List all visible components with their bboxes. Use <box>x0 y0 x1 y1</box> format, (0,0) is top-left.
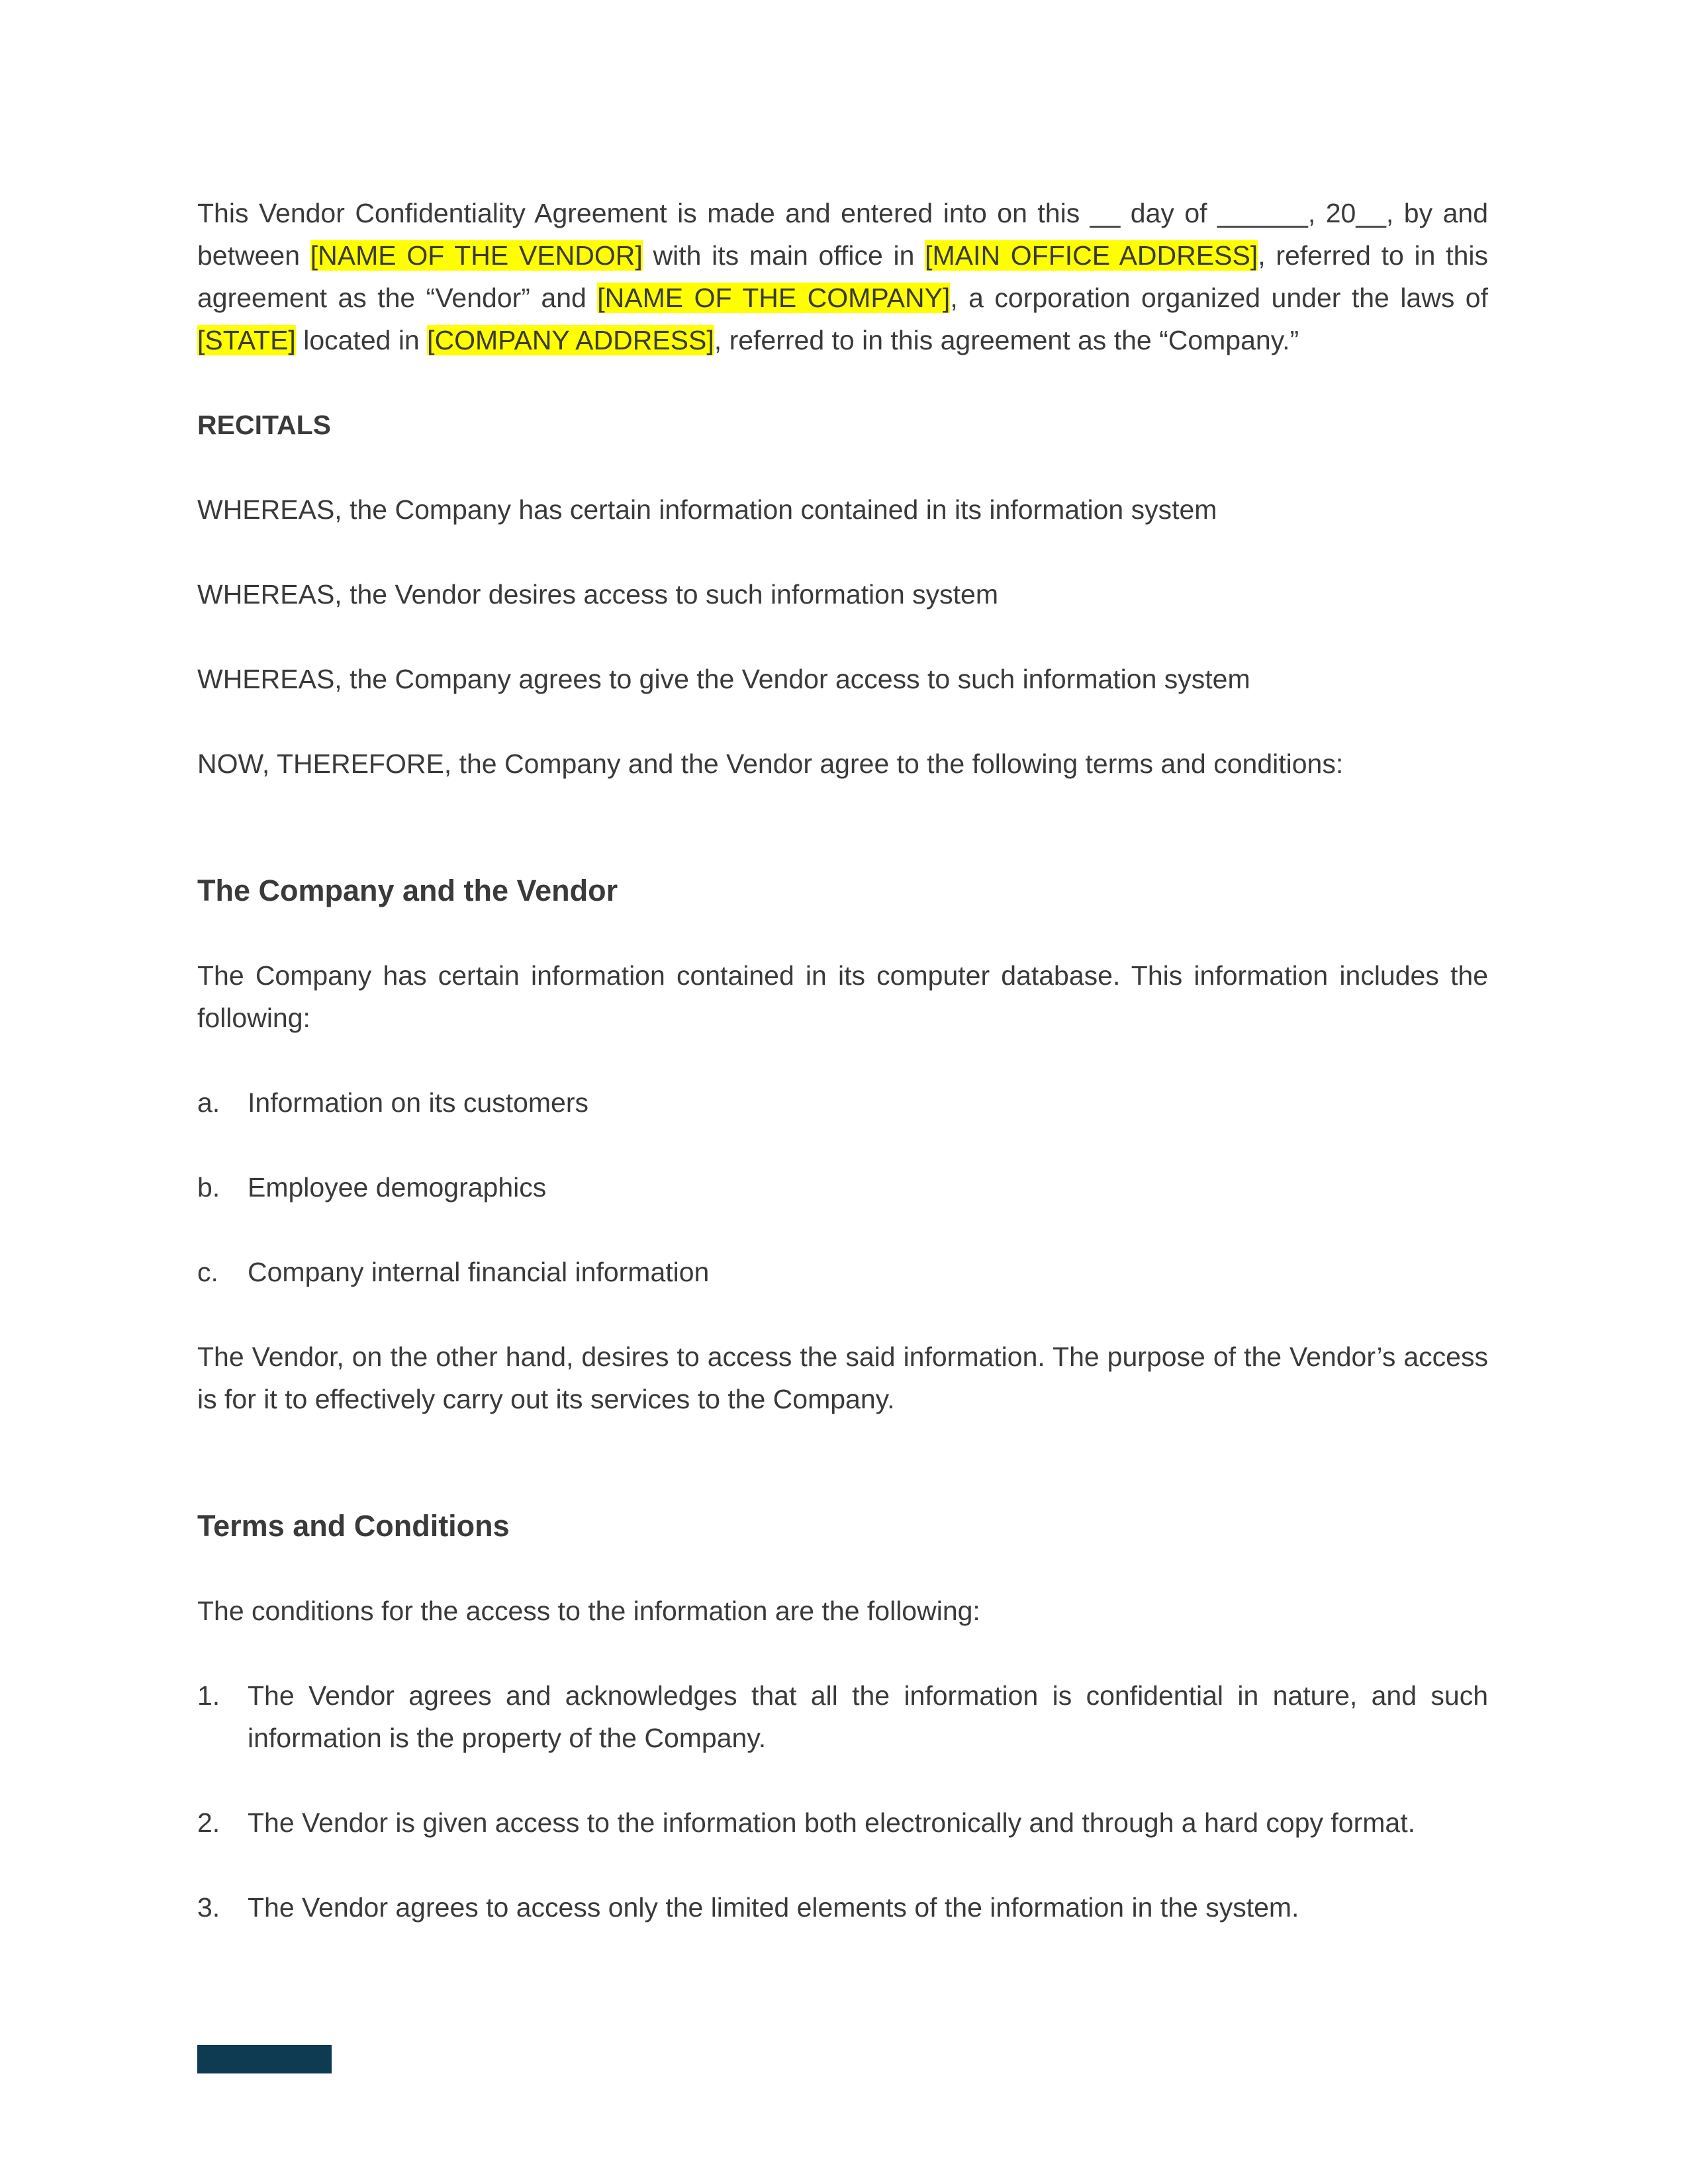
list-item <box>197 1081 1488 1124</box>
recital-item: WHEREAS, the Company agrees to give the Vendor access to such information system <box>197 664 1250 694</box>
list-marker: 3. <box>197 1892 220 1923</box>
intro-text-5: located in <box>295 325 428 355</box>
list-marker: c. <box>197 1257 218 1287</box>
list-text: Employee demographics <box>248 1172 547 1203</box>
list-text: Company internal financial information <box>248 1257 710 1287</box>
vendor-name-placeholder: [NAME OF THE VENDOR] <box>310 240 643 271</box>
intro-text-1: This Vendor Confidentiality Agreement is made and entered into on this __ day of ______, 20__, by and between <box>197 198 1488 271</box>
footer-accent-bar <box>197 2045 332 2073</box>
list-item <box>197 1251 1488 1293</box>
section1-intro: The Company has certain information contained in its computer database. This information includes the following: <box>197 960 1488 1033</box>
main-office-placeholder: [MAIN OFFICE ADDRESS] <box>925 240 1258 271</box>
list-text: The Vendor agrees and acknowledges that all the information is confidential in nature, and such information is the property of the Company. <box>248 1680 1488 1753</box>
list-marker: b. <box>197 1172 220 1203</box>
intro-paragraph <box>197 192 1488 361</box>
list-marker: 2. <box>197 1807 220 1838</box>
section2-intro: The conditions for the access to the information are the following: <box>197 1596 980 1626</box>
intro-text-2: with its main office in <box>642 240 925 271</box>
document-page <box>197 192 1488 1929</box>
list-text: Information on its customers <box>248 1087 588 1118</box>
company-name-placeholder: [NAME OF THE COMPANY] <box>597 283 951 313</box>
recital-item: NOW, THEREFORE, the Company and the Vendor agree to the following terms and conditions: <box>197 749 1344 779</box>
intro-text-4: , a corporation organized under the laws of <box>950 283 1488 313</box>
numbered-item <box>197 1886 1488 1929</box>
list-text: The Vendor is given access to the information both electronically and through a hard copy format. <box>248 1807 1416 1838</box>
company-address-placeholder: [COMPANY ADDRESS] <box>427 325 714 355</box>
section-heading-company-vendor: The Company and the Vendor <box>197 874 618 907</box>
recitals-heading: RECITALS <box>197 410 331 440</box>
numbered-item <box>197 1674 1488 1759</box>
list-text: The Vendor agrees to access only the limited elements of the information in the system. <box>248 1892 1299 1923</box>
intro-text-3: , referred to in this agreement as the “Vendor” and <box>197 240 1488 313</box>
recital-item: WHEREAS, the Vendor desires access to such information system <box>197 579 999 610</box>
section-heading-terms: Terms and Conditions <box>197 1509 510 1543</box>
section1-closing: The Vendor, on the other hand, desires to access the said information. The purpose of the Vendor’s access is for it to effectively carry out its services to the Company. <box>197 1342 1488 1414</box>
state-placeholder: [STATE] <box>197 325 296 355</box>
list-item <box>197 1166 1488 1208</box>
recital-item: WHEREAS, the Company has certain information contained in its information system <box>197 494 1217 525</box>
list-marker: a. <box>197 1087 220 1118</box>
numbered-item <box>197 1801 1488 1844</box>
list-marker: 1. <box>197 1680 220 1711</box>
intro-text-6: , referred to in this agreement as the “Company.” <box>714 325 1299 355</box>
